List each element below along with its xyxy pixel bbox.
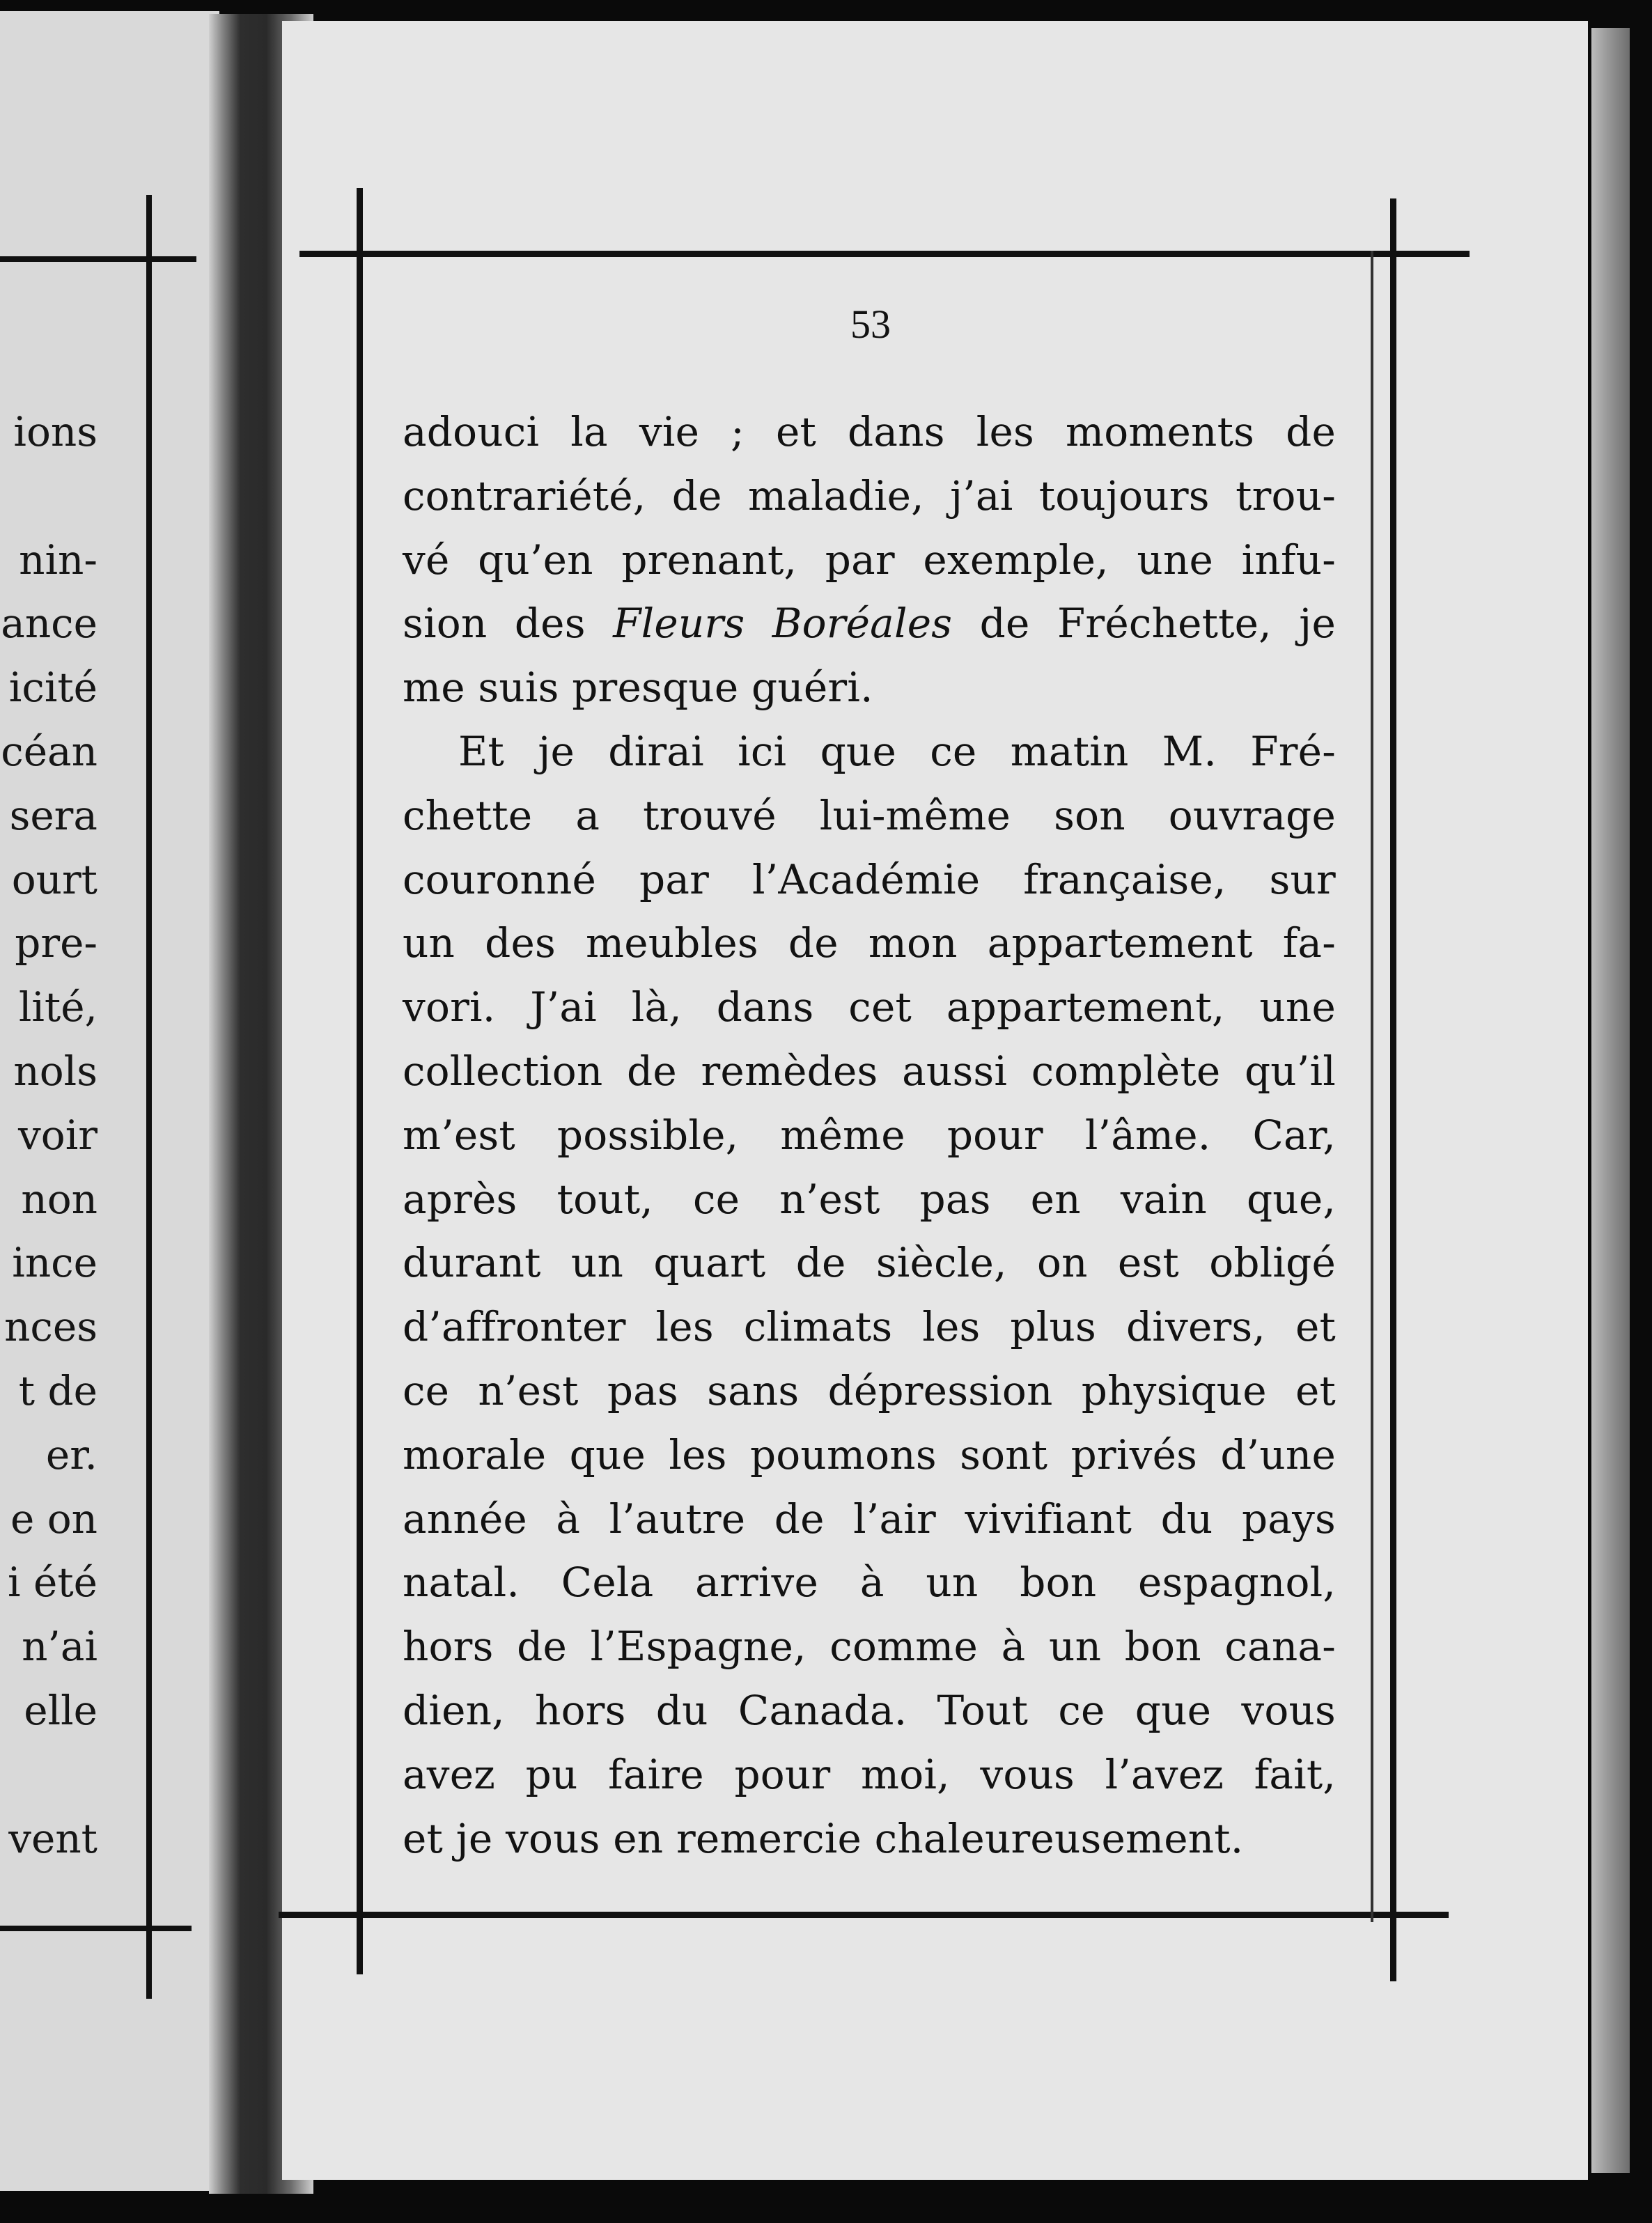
facing-text-fragment: n’ai: [22, 1623, 98, 1671]
text-segment: de Fréchette, je: [952, 600, 1336, 648]
facing-text-fragment: nols: [13, 1047, 98, 1095]
text-line: hors de l’Espagne, comme à un bon cana-: [403, 1623, 1336, 1671]
facing-text-fragment: nin-: [19, 536, 98, 584]
text-line: durant un quart de siècle, on est obligé: [403, 1239, 1336, 1287]
frame-top-rule: [299, 251, 1470, 257]
facing-text-fragment: vent: [8, 1814, 98, 1862]
frame-left-rule: [357, 188, 363, 1974]
facing-text-fragment: t de: [18, 1366, 98, 1414]
facing-text-fragment: ince: [12, 1239, 98, 1287]
text-line: m’est possible, même pour l’âme. Car,: [403, 1111, 1336, 1159]
text-line: vé qu’en prenant, par exemple, une infu-: [403, 536, 1336, 584]
facing-text-fragment: nces: [4, 1303, 98, 1351]
text-line: vori. J’ai là, dans cet appartement, une: [403, 983, 1336, 1031]
facing-frame-top-rule: [0, 256, 196, 262]
text-line: ce n’est pas sans dépression physique et: [403, 1366, 1336, 1414]
text-segment: sion des: [403, 600, 614, 648]
text-line: d’affronter les climats les plus divers, et: [403, 1303, 1336, 1351]
text-line: contrariété, de maladie, j’ai toujours trou-: [403, 471, 1336, 520]
facing-text-fragment: icité: [8, 664, 98, 712]
facing-text-fragment: elle: [24, 1686, 98, 1734]
frame-right-rule: [1390, 198, 1396, 1981]
facing-text-fragment: i été: [8, 1559, 98, 1607]
text-line: adouci la vie ; et dans les moments de: [403, 408, 1336, 455]
page-number: 53: [850, 302, 891, 347]
page-edge: [1591, 28, 1630, 2173]
facing-text-fragment: non: [21, 1175, 98, 1223]
facing-text-fragment: [0, 465, 98, 529]
facing-text-fragment: ance: [1, 600, 98, 648]
facing-text-fragment: [0, 1743, 98, 1807]
text-line: natal. Cela arrive à un bon espagnol,: [403, 1559, 1336, 1607]
text-line: couronné par l’Académie française, sur: [403, 855, 1336, 903]
frame-right-inner-rule: [1371, 251, 1373, 1922]
text-line: avez pu faire pour moi, vous l’avez fait,: [403, 1750, 1336, 1798]
text-line: [403, 592, 1336, 656]
book-title-italic: Fleurs Boréales: [613, 600, 953, 648]
text-line: morale que les poumons sont privés d’une: [403, 1430, 1336, 1479]
frame-bottom-rule: [279, 1912, 1449, 1918]
facing-text-fragment: ourt: [11, 855, 98, 903]
facing-frame-bottom-rule: [0, 1926, 192, 1931]
facing-text-fragment: ions: [13, 408, 98, 455]
facing-page-text: [0, 400, 98, 1871]
text-line: dien, hors du Canada. Tout ce que vous: [403, 1686, 1336, 1734]
facing-text-fragment: lité,: [18, 983, 98, 1031]
text-line: année à l’autre de l’air vivifiant du pays: [403, 1495, 1336, 1543]
text-line: un des meubles de mon appartement fa-: [403, 919, 1336, 967]
text-line: chette a trouvé lui-même son ouvrage: [403, 791, 1336, 839]
text-line: et je vous en remercie chaleureusement.: [403, 1814, 1244, 1862]
text-line: après tout, ce n’est pas en vain que,: [403, 1175, 1336, 1223]
facing-text-fragment: sera: [9, 791, 98, 839]
facing-text-fragment: pre-: [15, 919, 98, 967]
text-line: me suis presque guéri.: [403, 664, 873, 712]
body-text: [403, 400, 1336, 1871]
facing-text-fragment: céan: [1, 727, 98, 775]
text-line: Et je dirai ici que ce matin M. Fré-: [458, 727, 1336, 775]
facing-text-fragment: e on: [10, 1495, 98, 1543]
facing-text-fragment: voir: [18, 1111, 98, 1159]
facing-frame-right-rule: [146, 195, 152, 1999]
facing-text-fragment: er.: [45, 1430, 98, 1479]
text-line: collection de remèdes aussi complète qu’il: [403, 1047, 1336, 1095]
